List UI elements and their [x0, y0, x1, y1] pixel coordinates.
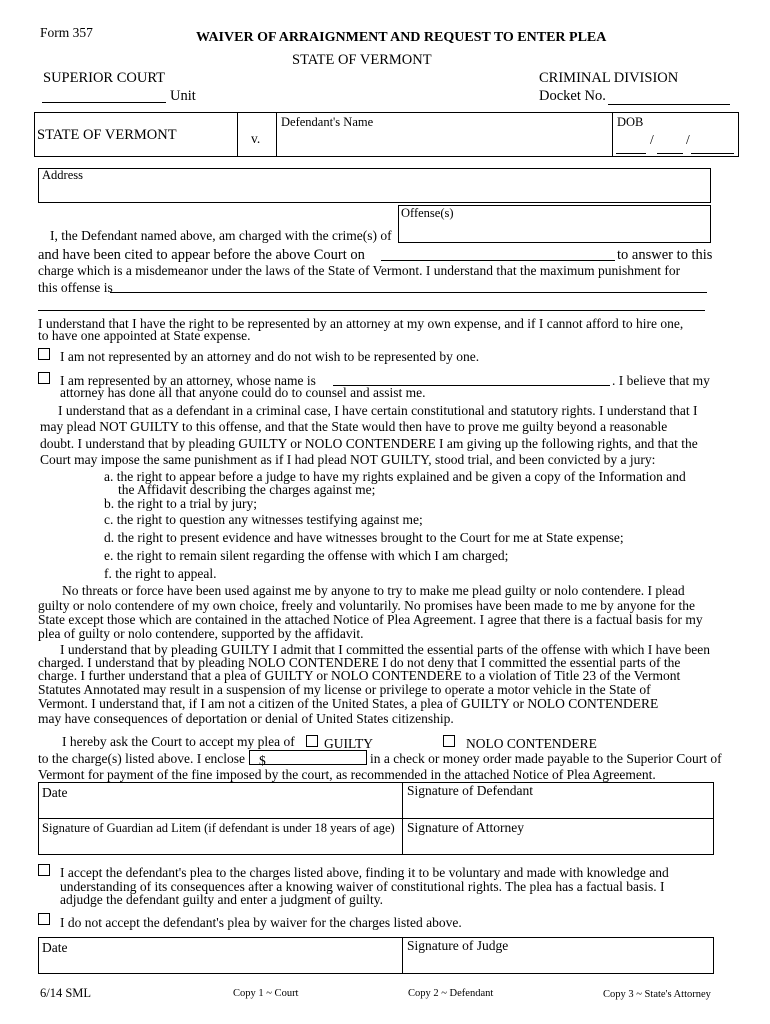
judge-date-label: Date — [42, 940, 68, 955]
caption-divider — [237, 112, 238, 157]
guilty-consequences-text: charged. I understand that by pleading NOLO CONTENDERE I do not deny that I committed the essential parts of the — [38, 655, 681, 670]
charge-line: this offense is — [38, 280, 113, 295]
caption-state: STATE OF VERMONT — [37, 127, 177, 143]
no-attorney-checkbox[interactable] — [38, 348, 50, 360]
rights-list-item: the Affidavit describing the charges against me; — [118, 482, 376, 497]
rights-list-item: f. the right to appeal. — [104, 566, 217, 581]
charge-line: I, the Defendant named above, am charged with the crime(s) of — [50, 228, 392, 243]
form-number: Form 357 — [40, 25, 93, 40]
accept-plea-text: I accept the defendant's plea to the charges listed above, finding it to be voluntary and made with knowledge and — [60, 865, 669, 880]
rights-list-item: e. the right to remain silent regarding the offense with which I am charged; — [104, 548, 509, 563]
guilty-label: GUILTY — [324, 736, 373, 751]
form-title: WAIVER OF ARRAIGNMENT AND REQUEST TO ENTER PLEA — [196, 30, 607, 45]
offenses-label: Offense(s) — [401, 206, 454, 220]
no-attorney-label: I am not represented by an attorney and do not wish to be represented by one. — [60, 349, 480, 364]
judge-signature-field[interactable] — [407, 955, 709, 971]
copy-defendant: Copy 2 ~ Defendant — [408, 988, 494, 999]
unit-label: Unit — [170, 88, 196, 104]
accept-plea-text: adjudge the defendant guilty and enter a judgment of guilty. — [60, 892, 384, 907]
nolo-contendere-checkbox[interactable] — [443, 735, 455, 747]
caption-divider — [276, 112, 277, 157]
guilty-checkbox[interactable] — [306, 735, 318, 747]
enclose-text: Vermont for payment of the fine imposed by the court, as recommended in the attached Notice of Plea Agreement. — [38, 767, 656, 782]
judge-signature-label: Signature of Judge — [407, 938, 509, 953]
has-attorney-label: . I believe that my — [612, 373, 710, 388]
defendant-date-label: Date — [42, 785, 68, 800]
enclose-text: in a check or money order made payable to the Superior Court of — [370, 751, 722, 766]
has-attorney-label: I am represented by an attorney, whose name is — [60, 373, 316, 388]
rights-list-item: d. the right to present evidence and have witnesses brought to the Court for me at State expense; — [104, 530, 624, 545]
signature-divider — [402, 782, 403, 819]
defendant-name-field[interactable] — [280, 128, 610, 154]
accept-plea-checkbox[interactable] — [38, 864, 50, 876]
guilty-consequences-text: charge. I further understand that a plea of GUILTY or NOLO CONTENDERE to a violation of Title 23 of the Vermont — [38, 668, 681, 683]
address-field[interactable] — [38, 168, 711, 203]
enclose-text: to the charge(s) listed above. I enclose — [38, 751, 246, 766]
dob-year-field[interactable] — [691, 153, 734, 154]
unit-field[interactable] — [42, 102, 166, 103]
defendant-signature-field[interactable] — [407, 800, 709, 816]
defendant-name-label: Defendant's Name — [281, 115, 374, 129]
charge-line: to answer to this — [617, 247, 713, 263]
dollar-sign: $ — [259, 753, 266, 768]
reject-plea-checkbox[interactable] — [38, 913, 50, 925]
has-attorney-label: attorney has done all that anyone could do to counsel and assist me. — [60, 385, 426, 400]
copy-court: Copy 1 ~ Court — [233, 988, 299, 999]
revision-code: 6/14 SML — [40, 986, 92, 1000]
nolo-contendere-label: NOLO CONTENDERE — [466, 736, 597, 751]
signature-divider — [402, 937, 403, 974]
rights-list-item: b. the right to a trial by jury; — [104, 496, 257, 511]
guilty-consequences-text: Vermont. I understand that, if I am not a citizen of the United States, a plea of GUILTY or NOLO CONTENDERE — [38, 696, 659, 711]
caption-versus: v. — [251, 131, 261, 146]
guilty-consequences-text: may have consequences of deportation or denial of United States citizenship. — [38, 711, 454, 726]
no-threats-text: plea of guilty or nolo contendere, supported by the affidavit. — [38, 626, 364, 641]
signature-divider — [402, 818, 403, 855]
rights-intro-text: doubt. I understand that by pleading GUILTY or NOLO CONTENDERE I am giving up the following rights, and that the — [40, 436, 698, 451]
accept-plea-text: understanding of its consequences after a knowing waiver of constitutional rights. The plea has a factual basis. I — [60, 879, 665, 894]
guilty-consequences-text: I understand that by pleading GUILTY I admit that I committed the essential parts of the offense with which I have been — [60, 642, 710, 657]
address-label: Address — [42, 168, 83, 182]
state-heading: STATE OF VERMONT — [292, 52, 432, 68]
dob-day-field[interactable] — [657, 153, 683, 154]
has-attorney-checkbox[interactable] — [38, 372, 50, 384]
no-threats-text: No threats or force have been used against me by anyone to try to make me plead guilty or nolo contendere. I plead — [62, 583, 685, 598]
plea-request-text: I hereby ask the Court to accept my plea of — [62, 734, 295, 749]
no-threats-text: State except those which are contained in the attached Notice of Plea Agreement. I agree that there is a factual basis for my — [38, 612, 703, 627]
attorney-signature-field[interactable] — [407, 836, 709, 852]
judge-date-field[interactable] — [42, 955, 397, 971]
rights-intro-text: I understand that as a defendant in a criminal case, I have certain constitutional and statutory rights. I understand that I — [58, 403, 698, 418]
dob-separator: / — [650, 132, 654, 147]
guardian-signature-label: Signature of Guardian ad Litem (if defendant is under 18 years of age) — [42, 821, 395, 835]
rights-list-item: c. the right to question any witnesses testifying against me; — [104, 512, 423, 527]
attorney-signature-label: Signature of Attorney — [407, 820, 524, 835]
max-punishment-field-2[interactable] — [38, 310, 705, 311]
rights-intro-text: Court may impose the same punishment as if I had plead NOT GUILTY, stood trial, and been convicted by a jury: — [40, 452, 656, 467]
charge-line: and have been cited to appear before the above Court on — [38, 247, 365, 263]
division-name: CRIMINAL DIVISION — [539, 70, 679, 86]
court-name: SUPERIOR COURT — [43, 70, 165, 86]
defendant-date-field[interactable] — [42, 800, 397, 816]
appearance-date-field[interactable] — [381, 260, 615, 261]
guardian-signature-field[interactable] — [42, 836, 397, 852]
caption-divider — [612, 112, 613, 157]
copy-states-attorney: Copy 3 ~ State's Attorney — [603, 989, 711, 1000]
rights-intro-text: may plead NOT GUILTY to this offense, and that the State would then have to prove me guilty beyond a reasonable — [40, 419, 668, 434]
no-threats-text: guilty or nolo contendere of my own choice, freely and voluntarily. No promises have been made to me by anyone for the — [38, 598, 696, 613]
docket-field[interactable] — [608, 104, 730, 105]
max-punishment-field[interactable] — [110, 292, 707, 293]
guilty-consequences-text: Statutes Annotated may result in a suspension of my license or privilege to operate a motor vehicle in the State of — [38, 682, 651, 697]
attorney-right-text: to have one appointed at State expense. — [38, 328, 251, 343]
charge-line: charge which is a misdemeanor under the laws of the State of Vermont. I understand that the maximum punishment for — [38, 263, 681, 278]
fine-amount-field[interactable] — [249, 750, 367, 765]
dob-month-field[interactable] — [616, 153, 646, 154]
rights-list-item: a. the right to appear before a judge to have my rights explained and be given a copy of the Information and — [104, 469, 686, 484]
attorney-right-text: I understand that I have the right to be represented by an attorney at my own expense, and if I cannot afford to hire one, — [38, 316, 684, 331]
reject-plea-text: I do not accept the defendant's plea by waiver for the charges listed above. — [60, 915, 462, 930]
dob-separator: / — [686, 132, 690, 147]
defendant-signature-label: Signature of Defendant — [407, 783, 533, 798]
docket-label: Docket No. — [539, 88, 606, 104]
dob-label: DOB — [617, 115, 644, 129]
